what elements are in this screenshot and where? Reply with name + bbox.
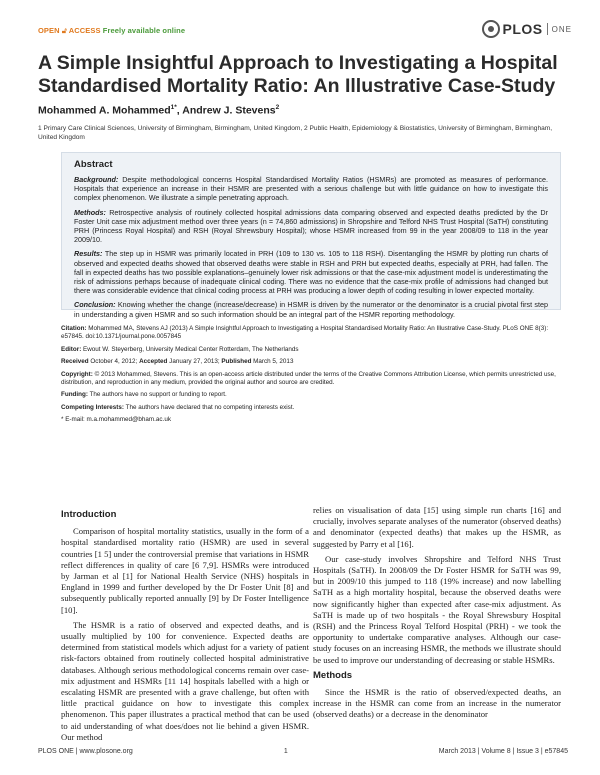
freely-available-label: Freely available online xyxy=(102,26,186,35)
background-label: Background: xyxy=(74,175,119,184)
competing-text: The authors have declared that no competing interests exist. xyxy=(123,403,295,411)
affiliations: 1 Primary Care Clinical Sciences, University of Birmingham, Birmingham, United Kingdom, 2 Public Health, Epidemiology & Biostatistics, University of Birmingham, Birmingham, United Kingdom xyxy=(38,125,553,141)
body-column-left xyxy=(61,505,309,747)
published-label: Published xyxy=(221,358,252,366)
logo-one-text: ONE xyxy=(551,24,572,34)
article-metadata xyxy=(61,325,561,429)
editor xyxy=(61,346,561,354)
logo-plos-text: PLOS xyxy=(502,21,543,37)
right-paragraph-1: relies on visualisation of data [15] using simple run charts [16] and crucially, involves separate analyses of the numerator (observed deaths) and denominator (expected deaths) that makes up the HSMR, as suggested by Parry et al [16]. xyxy=(313,505,561,549)
methods-paragraph-1: Since the HSMR is the ratio of observed/expected deaths, an increase in the HSMR can come from an increase in the numerator (observed deaths) or a decrease in the denominator xyxy=(313,687,561,720)
introduction-heading: Introduction xyxy=(61,509,117,520)
author-1-sup: 1* xyxy=(170,104,177,111)
open-access-banner xyxy=(38,26,185,36)
citation xyxy=(61,325,561,342)
accepted-text: January 27, 2013; xyxy=(167,358,222,366)
methods-label: Methods: xyxy=(74,207,106,217)
author-list xyxy=(38,104,279,117)
page-footer xyxy=(38,748,568,755)
intro-paragraph-2: The HSMR is a ratio of observed and expected deaths, and is usually multiplied by 100 for convenience. Expected deaths are determined from statistical models which adjust for a variety of patient risk-factors obtained from routinely collected hospital administrative databases. Although serious methodological concerns remain over case-mix adjustment and HSMRs [11 14] hospitals labelled with a high or escalating HSMR are presented with a grave challenge, but often with little practical guidance on how to investigate this complex phenomenon. This paper illustrates a practical method that can be used to aid understanding of what does/does not lie behind a given HSMR. Our method xyxy=(61,619,309,742)
unlock-icon: 🔓︎ xyxy=(61,26,67,35)
received-text: October 4, 2012; xyxy=(88,358,140,366)
received-label: Received xyxy=(61,358,89,366)
accepted-label: Accepted xyxy=(139,358,168,366)
methods-heading: Methods xyxy=(313,669,353,681)
conclusion-label: Conclusion: xyxy=(74,300,116,310)
citation-label: Citation: xyxy=(61,325,87,332)
published-text: March 5, 2013 xyxy=(251,358,294,366)
author-1: Mohammed A. Mohammed xyxy=(38,104,171,117)
funding xyxy=(61,391,561,399)
body-column-right xyxy=(313,505,561,725)
article-title: A Simple Insightful Approach to Investigating a Hospital Standardised Mortality Ratio: An Illustrative Case-Study xyxy=(38,52,558,97)
footer-issue: March 2013 | Volume 8 | Issue 3 | e57845 xyxy=(438,748,568,755)
conclusion-text: Knowing whether the change (increase/decrease) in HSMR is driven by the numerator or the denominator is a crucial pivotal first step in understanding a given HSMR and so such information should be an integral part of the HSMR reporting methodology. xyxy=(74,300,548,319)
copyright-label: Copyright: xyxy=(61,370,93,378)
abstract-heading: Abstract xyxy=(74,159,113,170)
abstract-conclusion xyxy=(74,300,548,318)
footer-journal: PLOS ONE | www.plosone.org xyxy=(38,748,133,755)
abstract-methods xyxy=(74,208,548,245)
open-access-label: OPEN xyxy=(38,26,60,35)
funding-text: The authors have no support or funding to report. xyxy=(87,391,227,399)
competing-interests xyxy=(61,404,561,412)
results-text: The step up in HSMR was primarily located in PRH (109 to 130 vs. 105 to 118 RSH). Disentangling the HSMR by plotting run charts of observed and expected deaths showed that observed deaths were stable in RSH and PRH but expected deaths, especially at PRH, had fallen. The fall in expected deaths has two possible explanations–genuinely lower risk admissions or that the case-mix adjustment model is underestimating the risk of admissions perhaps because of inadequate clinical coding. There was no evidence that the case-mix profile of admissions had changed but there was considerable evidence that clinical coding process at PRH was producing a lower depth of coding resulting in lower expected mortality. xyxy=(74,249,548,296)
plos-one-logo xyxy=(482,20,572,38)
plos-logo-icon xyxy=(482,20,500,38)
logo-divider xyxy=(547,23,548,35)
copyright-text: © 2013 Mohammed, Stevens. This is an open-access article distributed under the terms of the Creative Commons Attribution License, which permits unrestricted use, distribution, and reproduction in any medium, provided the original author and source are credited. xyxy=(61,370,556,387)
funding-label: Funding: xyxy=(61,391,88,399)
copyright xyxy=(61,371,561,388)
editor-label: Editor: xyxy=(61,345,82,353)
page-number: 1 xyxy=(283,748,288,755)
author-2-sup: 2 xyxy=(275,104,280,111)
abstract-results xyxy=(74,249,548,295)
competing-label: Competing Interests: xyxy=(61,403,124,411)
background-text: Despite methodological concerns Hospital Standardised Mortality Ratios (HSMRs) are promoted as measures of performance. Hospitals that experience an increase in their HSMR are presented with a serious challenge but with little guidance on how to investigate this complex phenomenon. We illustrate a simple penetrating approach. xyxy=(74,175,548,203)
author-separator: , xyxy=(176,104,183,117)
author-2: Andrew J. Stevens xyxy=(182,104,276,117)
editor-text: Ewout W. Steyerberg, University Medical Center Rotterdam, The Netherlands xyxy=(81,345,299,353)
dates xyxy=(61,358,561,366)
results-label: Results: xyxy=(74,249,103,259)
intro-paragraph-1: Comparison of hospital mortality statistics, usually in the form of a hospital standardised mortality ratio (HSMR) are used in several countries [1 5] under the controversial premise that variations in HSMR reflect differences in quality of care [6 7,9]. HSMRs were introduced by Jarman et al [1] for National Health Service (NHS) hospitals in England in 1999 and further developed by the Dr Foster Unit [8] and subsequently publically reported annually [9] by Dr Foster Intelligence [10]. xyxy=(61,526,309,615)
methods-text: Retrospective analysis of routinely collected hospital admissions data comparing observed and expected deaths predicted by the Dr Foster Unit case mix adjustment method over three years (n = 74,860 admissions) in Shropshire and Telford NHS Trust Hospital (SaTH) constituting PRH (Princess Royal Hospital) and RSH (Royal Shrewsbury Hospital); whose HSMR increased from 99 in the year 2008/09 to 118 in the year 2009/10. xyxy=(74,207,548,245)
open-access-label-2: ACCESS xyxy=(68,26,101,35)
citation-text: Mohammed MA, Stevens AJ (2013) A Simple Insightful Approach to Investigating a Hospital Standardised Mortality Ratio: An Illustrative Case-Study. PLoS ONE 8(3): e57845. doi:10.1371/journal.pone.0057845 xyxy=(61,325,549,341)
abstract-background xyxy=(74,175,548,203)
right-paragraph-2: Our case-study involves Shropshire and Telford NHS Trust Hospitals (SaTH). In 2008/09 the Dr Foster HSMR for SaTH was 99, but in 2009/10 this jumped to 118 (19% increase) and now labelling SaTH as a high mortality hospital, because the observed deaths were now significantly higher than expected after case-mix adjustment. As SaTH is made up of two hospitals - the Royal Shrewsbury Hospital (RSH) and the Princess Royal Telford Hospital (PRH) - we took the opportunity to undertake comparative analyses. Although our case-study focuses on an increasing HSMR, the methods we illustrate should be used to improve our understanding of decreasing or stable HSMRs. xyxy=(313,553,561,665)
corresponding-email[interactable]: * E-mail: m.a.mohammed@bham.ac.uk xyxy=(61,416,171,424)
abstract-box xyxy=(61,152,561,319)
